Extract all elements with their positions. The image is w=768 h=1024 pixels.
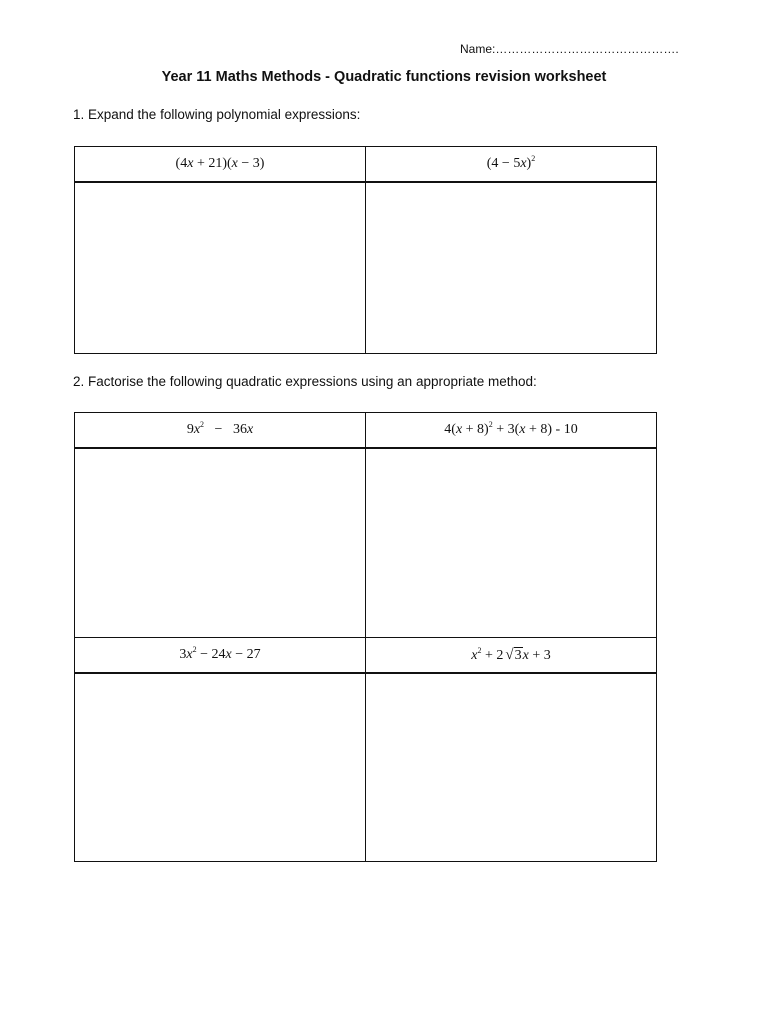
question-1-table [74, 146, 657, 354]
question-1-answer-box-b[interactable] [366, 182, 657, 354]
question-2-prompt: 2. Factorise the following quadratic expressions using an appropriate method: [73, 374, 537, 389]
question-2-answer-box-a[interactable] [75, 448, 366, 638]
question-1-expression-a: (4x + 21)(x − 3) [75, 147, 366, 183]
question-1-prompt: 1. Expand the following polynomial expressions: [73, 107, 361, 122]
question-2-answer-box-b[interactable] [366, 448, 657, 638]
question-2-expression-b: $4(x + 8)^2 + 3(x + 8) - 10$ [366, 413, 657, 449]
question-1-answer-box-a[interactable] [75, 182, 366, 354]
question-2-expression-a: $9x^2 - 36x$ [75, 413, 366, 449]
question-2-expression-d: $x^2 + 2$ √3x + 3 [366, 638, 657, 674]
question-2-table [74, 412, 657, 862]
question-2-answer-box-d[interactable] [366, 673, 657, 862]
question-2-expression-c: $3x^2 - 24x - 27$ [75, 638, 366, 674]
question-1-expression-b: $(4 - 5x)^2$ [366, 147, 657, 183]
worksheet-title: Year 11 Maths Methods - Quadratic functions revision worksheet [161, 69, 607, 85]
name-field-line[interactable]: Name:………………………………………. [460, 42, 679, 56]
question-2-answer-box-c[interactable] [75, 673, 366, 862]
